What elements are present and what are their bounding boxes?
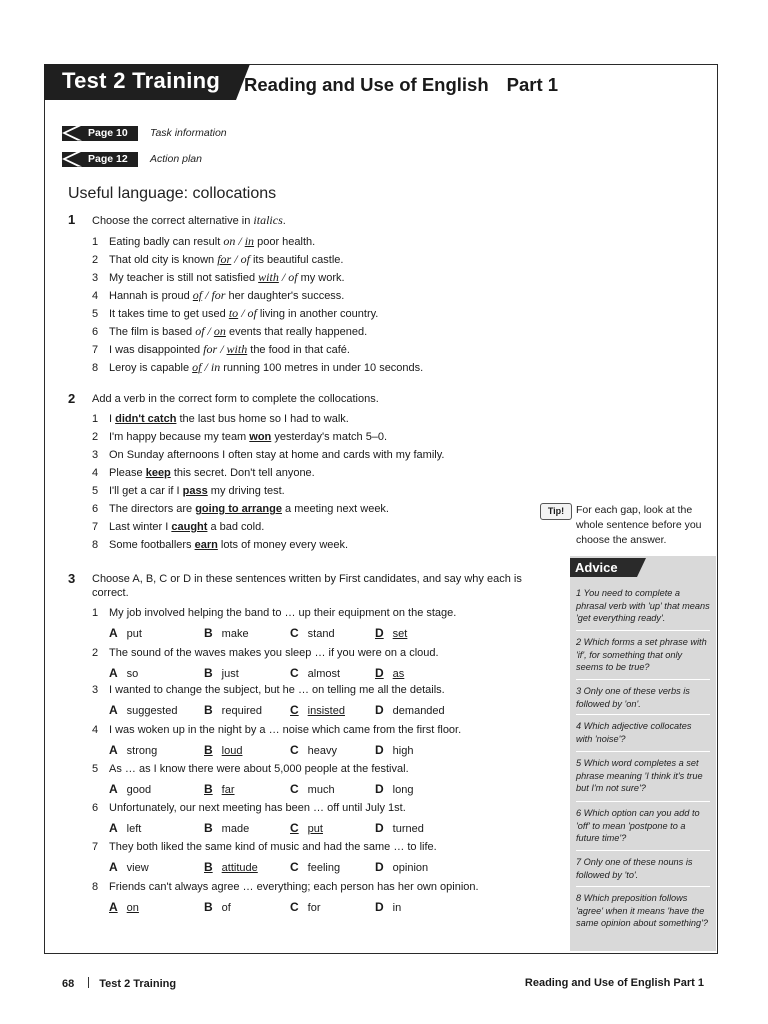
alternative-a[interactable]: for xyxy=(217,252,232,266)
option-b[interactable] xyxy=(204,782,235,796)
item-number: 4 xyxy=(92,467,99,479)
q3-item xyxy=(92,881,479,893)
question-instruction xyxy=(92,213,532,228)
option-text: as xyxy=(392,668,405,680)
answer-word: earn xyxy=(194,539,218,551)
alternative-slash: / xyxy=(278,270,289,284)
item-number: 2 xyxy=(92,431,99,443)
tip-text: For each gap, look at the whole sentence before you choose the answer. xyxy=(576,504,702,546)
option-c[interactable] xyxy=(290,900,321,914)
footer-left xyxy=(62,977,176,990)
option-d[interactable] xyxy=(375,743,413,757)
q3-item xyxy=(92,647,439,659)
item-text-after: its beautiful castle. xyxy=(249,254,344,266)
advice-divider xyxy=(576,850,710,851)
alternative-slash: / xyxy=(217,342,227,356)
page-ref-desc: Task information xyxy=(150,127,227,139)
alternative-a[interactable]: to xyxy=(228,306,239,320)
item-text-after: the food in that café. xyxy=(247,344,350,356)
item-text-before: On Sunday afternoons I often stay at home and cards with my family. xyxy=(109,449,445,461)
option-d[interactable] xyxy=(375,703,445,717)
item-text-after: yesterday's match 5–0. xyxy=(271,431,388,443)
option-d[interactable] xyxy=(375,860,428,874)
option-text: on xyxy=(126,902,139,914)
option-letter: B xyxy=(204,666,213,680)
item-number: 8 xyxy=(92,881,99,893)
item-text-before: Please xyxy=(109,467,146,479)
q3-options xyxy=(109,743,449,757)
option-a[interactable] xyxy=(109,626,142,640)
option-text: for xyxy=(307,902,321,914)
item-number: 1 xyxy=(92,607,99,619)
advice-divider xyxy=(576,886,710,887)
page-tag[interactable] xyxy=(62,126,138,141)
option-letter: D xyxy=(375,821,384,835)
test-title: Test 2 Training xyxy=(62,68,221,93)
option-text: just xyxy=(221,668,239,680)
option-text: strong xyxy=(126,745,158,757)
option-text: long xyxy=(392,784,414,796)
advice-panel xyxy=(570,556,716,951)
item-number: 2 xyxy=(92,254,99,266)
option-text: make xyxy=(221,628,249,640)
alternative-slash: / xyxy=(204,324,214,338)
option-text: view xyxy=(126,862,149,874)
alternative-a[interactable]: of xyxy=(192,360,202,374)
page-number: 68 xyxy=(62,978,75,990)
option-a[interactable] xyxy=(109,900,139,914)
option-a[interactable] xyxy=(109,703,177,717)
option-text: feeling xyxy=(307,862,341,874)
item-text-after: my driving test. xyxy=(207,485,285,497)
page-ref-action-plan[interactable] xyxy=(62,151,202,167)
option-a[interactable] xyxy=(109,821,141,835)
q2-item xyxy=(92,467,315,479)
advice-note: 3 Only one of these verbs is followed by 'on'. xyxy=(576,686,690,709)
item-number: 6 xyxy=(92,503,99,515)
option-letter: D xyxy=(375,860,384,874)
footer-divider xyxy=(88,977,89,988)
answer-word: keep xyxy=(145,467,171,479)
item-text-before: Some footballers xyxy=(109,539,195,551)
footer-right-title: Reading and Use of English Part 1 xyxy=(524,977,704,989)
option-a[interactable] xyxy=(109,666,138,680)
option-b[interactable] xyxy=(204,900,231,914)
alternative-b[interactable]: of xyxy=(288,270,298,284)
option-letter: D xyxy=(375,703,384,717)
answer-word: pass xyxy=(182,485,208,497)
option-d[interactable] xyxy=(375,900,401,914)
item-text-before: Last winter I xyxy=(109,521,172,533)
option-c[interactable] xyxy=(290,860,340,874)
option-letter: B xyxy=(204,900,213,914)
page-ref-desc: Action plan xyxy=(150,153,202,165)
option-b[interactable] xyxy=(204,703,262,717)
alternative-b[interactable]: with xyxy=(226,342,248,356)
item-number: 6 xyxy=(92,326,99,338)
section-heading: Useful language: collocations xyxy=(68,185,277,202)
option-text: high xyxy=(392,745,414,757)
option-c[interactable] xyxy=(290,821,323,835)
option-letter: A xyxy=(109,900,118,914)
q1-item xyxy=(92,234,315,249)
footer-left-title: Test 2 Training xyxy=(99,978,177,990)
option-b[interactable] xyxy=(204,821,249,835)
item-text-before: Eating badly can result xyxy=(109,236,224,248)
option-b[interactable] xyxy=(204,666,239,680)
q2-item xyxy=(92,431,387,443)
item-sentence: They both liked the same kind of music and had the same … to life. xyxy=(109,841,437,853)
section-title-text: Reading and Use of English xyxy=(244,74,489,95)
option-c[interactable] xyxy=(290,703,345,717)
option-letter: D xyxy=(375,626,384,640)
alternative-slash: / xyxy=(201,360,211,374)
question-number: 1 xyxy=(68,212,76,227)
option-letter: A xyxy=(109,743,118,757)
item-text-after: a meeting next week. xyxy=(281,503,389,515)
item-text-before: Leroy is capable xyxy=(109,362,193,374)
item-number: 1 xyxy=(92,236,99,248)
option-letter: B xyxy=(204,703,213,717)
q2-item xyxy=(92,485,285,497)
q3-options xyxy=(109,626,449,640)
q3-item xyxy=(92,684,445,696)
item-text-before: That old city is known xyxy=(109,254,218,266)
option-c[interactable] xyxy=(290,666,340,680)
item-number: 7 xyxy=(92,344,99,356)
chevron-left-icon xyxy=(62,152,82,167)
advice-divider xyxy=(576,751,710,752)
item-text-before: My teacher is still not satisfied xyxy=(109,272,259,284)
option-letter: C xyxy=(290,626,299,640)
q1-item xyxy=(92,270,345,285)
alternative-a[interactable]: for xyxy=(203,342,218,356)
page-tag[interactable] xyxy=(62,152,138,167)
item-text-after: poor health. xyxy=(254,236,316,248)
option-text: loud xyxy=(221,745,243,757)
chevron-left-icon xyxy=(62,126,82,141)
item-number: 7 xyxy=(92,521,99,533)
option-letter: C xyxy=(290,703,299,717)
item-sentence: I wanted to change the subject, but he … on telling me all the details. xyxy=(109,684,445,696)
q2-item xyxy=(92,521,264,533)
advice-divider xyxy=(576,801,710,802)
alternative-slash: / xyxy=(238,306,248,320)
q2-item xyxy=(92,413,349,425)
item-number: 8 xyxy=(92,362,99,374)
q3-item xyxy=(92,841,437,853)
answer-word: caught xyxy=(171,521,208,533)
item-text-before: I was disappointed xyxy=(109,344,204,356)
q3-options xyxy=(109,703,449,717)
q1-item xyxy=(92,342,350,357)
q1-item xyxy=(92,306,378,321)
option-text: much xyxy=(307,784,335,796)
item-text-before: The film is based xyxy=(109,326,196,338)
option-text: opinion xyxy=(392,862,429,874)
option-letter: D xyxy=(375,743,384,757)
item-number: 5 xyxy=(92,763,99,775)
test-title-tab xyxy=(44,64,236,100)
option-d[interactable] xyxy=(375,626,407,640)
tip-badge: Tip! xyxy=(540,503,572,520)
option-letter: A xyxy=(109,782,118,796)
item-sentence: My job involved helping the band to … up their equipment on the stage. xyxy=(109,607,457,619)
option-a[interactable] xyxy=(109,860,149,874)
q3-options xyxy=(109,821,449,835)
option-letter: B xyxy=(204,743,213,757)
advice-note: 2 Which forms a set phrase with 'if', for something that only seems to be true? xyxy=(576,637,707,672)
option-text: good xyxy=(126,784,152,796)
option-letter: B xyxy=(204,821,213,835)
question-number: 2 xyxy=(68,391,76,406)
item-text-after: living in another country. xyxy=(256,308,379,320)
item-sentence: The sound of the waves makes you sleep … if you were on a cloud. xyxy=(109,647,439,659)
option-letter: D xyxy=(375,900,384,914)
option-letter: A xyxy=(109,821,118,835)
option-letter: C xyxy=(290,743,299,757)
item-sentence: Friends can't always agree … everything; each person has her own opinion. xyxy=(109,881,479,893)
advice-note: 1 You need to complete a phrasal verb with 'up' that means 'get everything ready'. xyxy=(576,588,710,623)
item-text-after: lots of money every week. xyxy=(217,539,349,551)
alternative-slash: / xyxy=(235,234,245,248)
q2-item xyxy=(92,539,348,551)
option-text: far xyxy=(221,784,235,796)
option-letter: B xyxy=(204,860,213,874)
item-text-after: her daughter's success. xyxy=(225,290,345,302)
alternative-b[interactable]: of xyxy=(240,252,250,266)
q3-item xyxy=(92,607,456,619)
item-text-before: Hannah is proud xyxy=(109,290,193,302)
item-number: 5 xyxy=(92,485,99,497)
option-letter: D xyxy=(375,666,384,680)
item-number: 2 xyxy=(92,647,99,659)
advice-divider xyxy=(576,679,710,680)
answer-word: going to arrange xyxy=(195,503,282,515)
option-letter: C xyxy=(290,900,299,914)
q3-options xyxy=(109,782,449,796)
option-letter: C xyxy=(290,666,299,680)
option-letter: C xyxy=(290,860,299,874)
q3-item xyxy=(92,763,409,775)
answer-word: didn't catch xyxy=(115,413,177,425)
instruction-italic: italics xyxy=(253,213,283,227)
item-text-before: It takes time to get used xyxy=(109,308,229,320)
option-d[interactable] xyxy=(375,782,413,796)
item-number: 5 xyxy=(92,308,99,320)
option-letter: A xyxy=(109,626,118,640)
option-a[interactable] xyxy=(109,782,151,796)
item-text-after: events that really happened. xyxy=(225,326,368,338)
option-text: in xyxy=(392,902,402,914)
alternative-b[interactable]: on xyxy=(213,324,226,338)
page-tag-label: Page 10 xyxy=(88,126,128,139)
option-text: so xyxy=(126,668,139,680)
question-instruction: Choose A, B, C or D in these sentences written by First candidates, and say why each is correct. xyxy=(92,573,522,599)
q3-options xyxy=(109,900,449,914)
advice-note: 4 Which adjective collocates with 'noise'? xyxy=(576,721,692,744)
q3-options xyxy=(109,860,449,874)
option-text: insisted xyxy=(307,705,345,717)
item-text-before: I xyxy=(109,413,116,425)
option-text: demanded xyxy=(392,705,445,717)
option-a[interactable] xyxy=(109,743,157,757)
part-label: Part 1 xyxy=(506,74,559,95)
item-number: 3 xyxy=(92,272,99,284)
option-text: stand xyxy=(307,628,335,640)
option-text: almost xyxy=(307,668,341,680)
option-letter: A xyxy=(109,703,118,717)
option-text: made xyxy=(221,823,250,835)
item-number: 1 xyxy=(92,413,99,425)
alternative-a[interactable]: of xyxy=(192,288,203,302)
q2-item xyxy=(92,449,444,461)
answer-word: won xyxy=(249,431,272,443)
alternative-a[interactable]: with xyxy=(258,270,279,284)
q1-item xyxy=(92,360,423,375)
question-number: 3 xyxy=(68,571,76,586)
alternative-b[interactable]: for xyxy=(211,288,226,302)
advice-divider xyxy=(576,630,710,631)
item-number: 3 xyxy=(92,449,99,461)
option-text: suggested xyxy=(126,705,178,717)
option-text: set xyxy=(392,628,408,640)
q3-options xyxy=(109,666,449,680)
item-text-after: running 100 metres in under 10 seconds. xyxy=(220,362,424,374)
instruction-end: . xyxy=(282,215,286,227)
option-text: put xyxy=(126,628,142,640)
section-title xyxy=(244,74,558,96)
q2-item xyxy=(92,503,389,515)
q1-item xyxy=(92,288,344,303)
option-letter: A xyxy=(109,860,118,874)
item-text-after: a bad cold. xyxy=(207,521,265,533)
item-number: 8 xyxy=(92,539,99,551)
item-number: 4 xyxy=(92,724,99,736)
option-letter: A xyxy=(109,666,118,680)
q3-item xyxy=(92,724,461,736)
option-letter: D xyxy=(375,782,384,796)
item-number: 3 xyxy=(92,684,99,696)
option-letter: C xyxy=(290,782,299,796)
option-letter: B xyxy=(204,626,213,640)
q3-item xyxy=(92,802,406,814)
item-sentence: As … as I know there were about 5,000 people at the festival. xyxy=(109,763,409,775)
item-text-after: this secret. Don't tell anyone. xyxy=(170,467,315,479)
option-text: heavy xyxy=(307,745,338,757)
alternative-a[interactable]: on xyxy=(223,234,236,248)
option-text: attitude xyxy=(221,862,258,874)
question-instruction: Add a verb in the correct form to complete the collocations. xyxy=(92,393,379,405)
item-text-after: the last bus home so I had to walk. xyxy=(176,413,349,425)
alternative-b[interactable]: of xyxy=(247,306,257,320)
option-text: turned xyxy=(392,823,424,835)
item-sentence: Unfortunately, our next meeting has been … off until July 1st. xyxy=(109,802,406,814)
advice-note: 7 Only one of these nouns is followed by 'to'. xyxy=(576,857,693,880)
advice-note: 8 Which preposition follows 'agree' when it means 'have the same opinion about something'? xyxy=(576,893,708,928)
instruction-text: Choose the correct alternative in xyxy=(92,215,254,227)
page-ref-task-information[interactable] xyxy=(62,125,227,141)
item-number: 7 xyxy=(92,841,99,853)
option-b[interactable] xyxy=(204,743,242,757)
advice-divider xyxy=(576,714,710,715)
option-d[interactable] xyxy=(375,666,404,680)
alternative-b[interactable]: in xyxy=(244,234,255,248)
item-text-before: The directors are xyxy=(109,503,196,515)
item-text-before: I'll get a car if I xyxy=(109,485,183,497)
alternative-a[interactable]: of xyxy=(195,324,205,338)
item-text-before: I'm happy because my team xyxy=(109,431,250,443)
item-number: 4 xyxy=(92,290,99,302)
option-text: of xyxy=(221,902,231,914)
q1-item xyxy=(92,324,367,339)
advice-note: 5 Which word completes a set phrase meaning 'I think it's true but I'm not sure'? xyxy=(576,758,703,793)
alternative-b[interactable]: in xyxy=(210,360,221,374)
option-d[interactable] xyxy=(375,821,424,835)
advice-note: 6 Which option can you add to 'off' to mean 'postpone to a future time'? xyxy=(576,808,700,843)
option-c[interactable] xyxy=(290,626,335,640)
item-text-after: my work. xyxy=(297,272,345,284)
advice-title: Advice xyxy=(570,558,637,577)
alternative-slash: / xyxy=(202,288,212,302)
option-b[interactable] xyxy=(204,860,258,874)
option-letter: C xyxy=(290,821,299,835)
option-text: put xyxy=(307,823,323,835)
option-b[interactable] xyxy=(204,626,249,640)
option-c[interactable] xyxy=(290,743,337,757)
item-sentence: I was woken up in the night by a … noise which came from the first floor. xyxy=(109,724,462,736)
option-text: required xyxy=(221,705,263,717)
item-number: 6 xyxy=(92,802,99,814)
option-text: left xyxy=(126,823,142,835)
option-c[interactable] xyxy=(290,782,335,796)
page-tag-label: Page 12 xyxy=(88,152,128,165)
option-letter: B xyxy=(204,782,213,796)
alternative-slash: / xyxy=(231,252,241,266)
q1-item xyxy=(92,252,343,267)
